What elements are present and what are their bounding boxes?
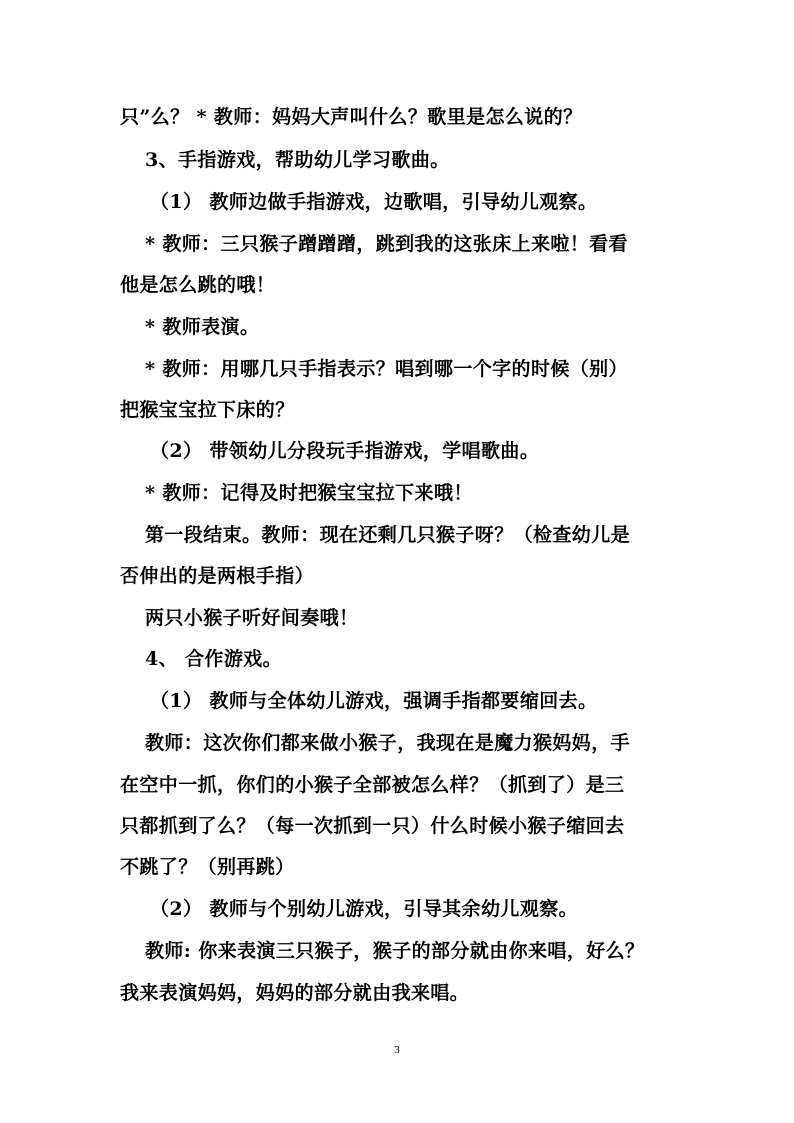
text-line: 教师: 你来表演三只猴子，猴子的部分就由你来唱，好么？ — [145, 940, 645, 962]
text-line: 我来表演妈妈，妈妈的部分就由我来唱。 — [120, 982, 470, 1004]
text-line: * 教师表演。 — [145, 316, 260, 338]
text-line: （1） 教师边做手指游戏，边歌唱，引导幼儿观察。 — [150, 191, 598, 213]
section-heading: 4、 合作游戏。 — [145, 648, 283, 670]
text-line: 只都抓到了么？（每一次抓到一只）什么时候小猴子缩回去 — [120, 815, 625, 837]
text-line: 两只小猴子听好间奏哦！ — [145, 607, 359, 629]
text-line: * 教师：三只猴子蹭蹭蹭，跳到我的这张床上来啦！看看 — [145, 233, 628, 255]
text-line: 否伸出的是两根手指） — [120, 565, 315, 587]
text-line: （2） 教师与个别幼儿游戏，引导其余幼儿观察。 — [150, 898, 579, 920]
text-line: 把猴宝宝拉下床的？ — [120, 399, 295, 421]
text-line: * 教师：用哪几只手指表示？唱到哪一个字的时候（别） — [145, 358, 628, 380]
text-line: 第一段结束。教师：现在还剩几只猴子呀？（检查幼儿是 — [145, 524, 631, 546]
text-line: （1） 教师与全体幼儿游戏，强调手指都要缩回去。 — [150, 690, 598, 712]
text-line: 在空中一抓，你们的小猴子全部被怎么样？（抓到了）是三 — [120, 774, 625, 796]
section-heading: 3、手指游戏，帮助幼儿学习歌曲。 — [145, 149, 450, 171]
text-line: 教师：这次你们都来做小猴子，我现在是魔力猴妈妈，手 — [145, 732, 631, 754]
text-line: * 教师：记得及时把猴宝宝拉下来哦！ — [145, 482, 473, 504]
text-line: （2） 带领幼儿分段玩手指游戏，学唱歌曲。 — [150, 440, 540, 462]
page-number: 3 — [394, 1044, 400, 1056]
text-line: 他是怎么跳的哦！ — [120, 274, 276, 296]
text-line: 只”么？ * 教师：妈妈大声叫什么？歌里是怎么说的？ — [120, 106, 583, 128]
text-line: 不跳了？（别再跳） — [120, 856, 295, 878]
